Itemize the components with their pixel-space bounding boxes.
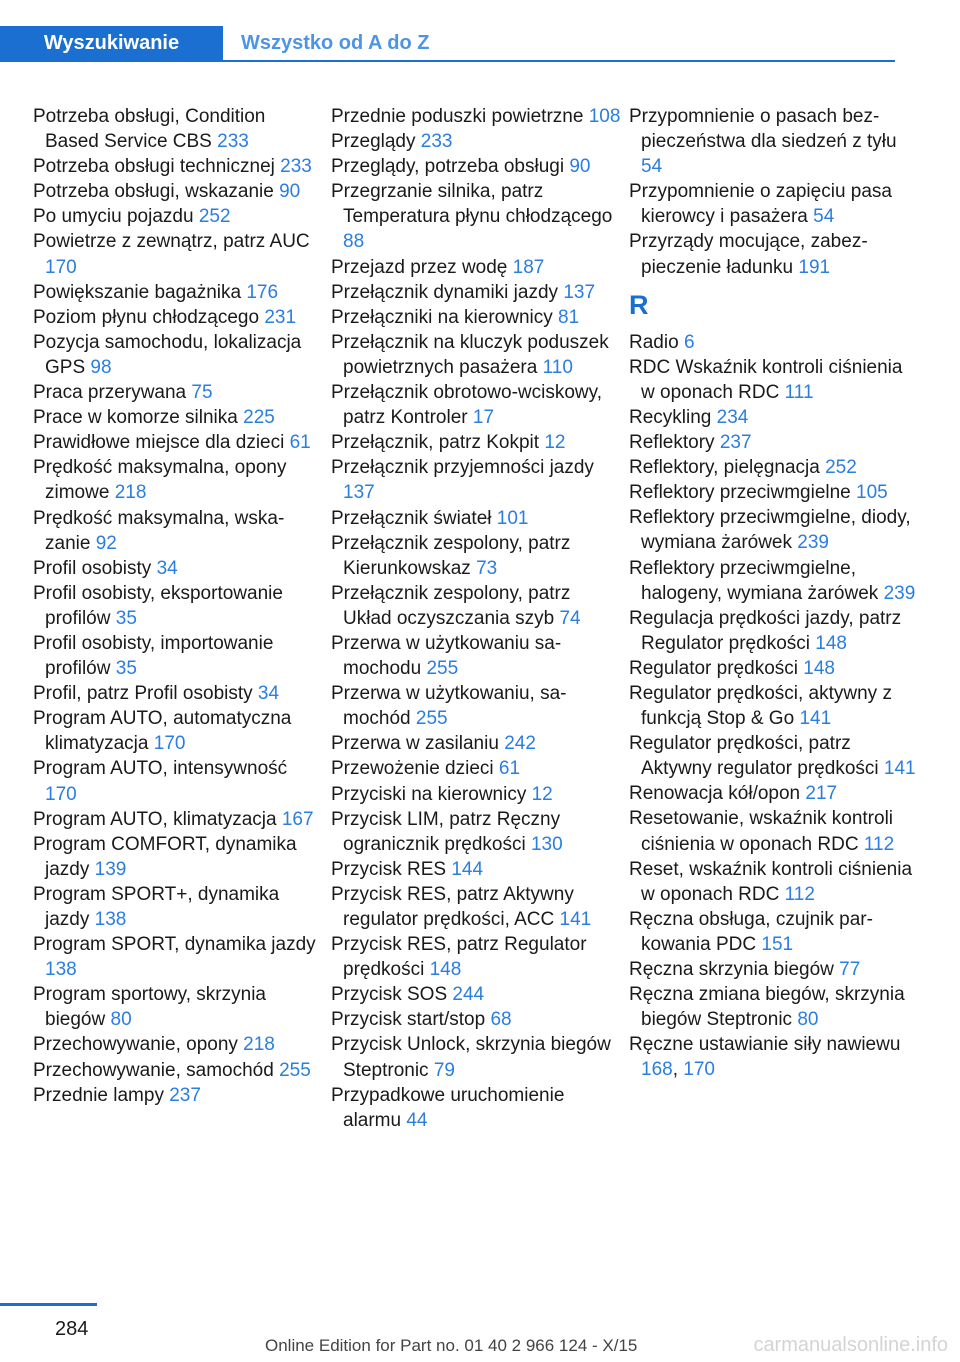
- page-link[interactable]: 92: [95, 532, 117, 554]
- index-entry: [629, 505, 919, 555]
- page-link[interactable]: 176: [246, 281, 279, 303]
- index-entry: [33, 631, 323, 681]
- page-link[interactable]: 187: [512, 256, 545, 278]
- index-entry: [629, 179, 919, 229]
- entry-term: Przyrządy mocujące, zabezpieczenie ładunku: [629, 231, 868, 278]
- page-link[interactable]: 233: [420, 131, 453, 153]
- entry-term: Przegrzanie silnika, patrz Temperatura płynu chłodzącego: [331, 181, 613, 228]
- page-link[interactable]: 141: [559, 909, 592, 930]
- page-link[interactable]: 90: [569, 156, 591, 178]
- page-link[interactable]: 112: [784, 883, 815, 905]
- page-link[interactable]: 112: [863, 833, 895, 855]
- entry-term: Przełącznik zespolony, patrz Kierunkowskaz: [331, 532, 571, 579]
- page-link[interactable]: 80: [797, 1009, 819, 1031]
- page-link[interactable]: 88: [343, 231, 365, 253]
- entry-term: Przycisk RES, patrz Regulator prędkości: [331, 934, 587, 981]
- index-entry: [33, 882, 323, 932]
- entry-term: Przycisk Unlock, skrzynia biegów Steptronic: [331, 1034, 611, 1081]
- entry-term: Przypomnienie o pasach bezpieczeństwa dla siedzeń z tyłu: [629, 106, 897, 153]
- entry-term: Program COMFORT, dynamika jazdy: [33, 833, 297, 880]
- index-column-1: [33, 104, 323, 1108]
- edition-text: Online Edition for Part no. 01 40 2 966 124 - X/15: [265, 1336, 638, 1355]
- entry-term: Program sportowy, skrzynia biegów: [33, 984, 266, 1031]
- page-link[interactable]: 168: [641, 1059, 673, 1081]
- page-link[interactable]: 74: [559, 607, 581, 629]
- page-link[interactable]: 90: [279, 181, 301, 203]
- entry-term: Resetowanie, wskaźnik kontroli ciśnienia w oponach RDC: [629, 808, 894, 855]
- entry-term: Program AUTO, klimatyzacja: [33, 808, 277, 830]
- page-link[interactable]: 218: [243, 1034, 275, 1056]
- tab-search[interactable]: Wyszukiwanie: [0, 26, 223, 60]
- index-entry: [33, 581, 323, 631]
- entry-term: Poziom płynu chłodzącego: [33, 306, 260, 328]
- entry-term: Przewożenie dzieci: [331, 758, 494, 780]
- page-link[interactable]: 239: [883, 582, 916, 604]
- entry-term: Ręczna skrzynia biegów: [629, 959, 834, 980]
- page-link[interactable]: 225: [243, 407, 275, 429]
- page-link[interactable]: 98: [90, 356, 112, 378]
- page-link[interactable]: 167: [281, 808, 314, 830]
- index-entry: [331, 731, 621, 756]
- page-link[interactable]: 255: [415, 708, 448, 730]
- page-link[interactable]: 148: [815, 632, 847, 654]
- entry-term: Przełącznik, patrz Kokpit: [331, 432, 540, 454]
- page-link[interactable]: 255: [279, 1059, 311, 1081]
- entry-term: Przełączniki na kierownicy: [331, 306, 553, 328]
- page-link[interactable]: 237: [169, 1084, 201, 1106]
- page-link[interactable]: 233: [280, 156, 312, 178]
- index-entry: [33, 330, 323, 380]
- page-link[interactable]: 44: [406, 1109, 428, 1131]
- index-entry: [629, 405, 919, 430]
- page-link[interactable]: 73: [476, 557, 498, 579]
- entry-term: Przeglądy, potrzeba obsługi: [331, 156, 565, 178]
- index-entry: [33, 1032, 323, 1057]
- index-entry: [331, 179, 621, 254]
- index-entry: [33, 305, 323, 330]
- index-column-3: [629, 104, 919, 1082]
- index-entry: [331, 1007, 621, 1032]
- entry-term: Przełącznik na kluczyk poduszek powietrznych pasażera: [331, 331, 609, 378]
- index-entry: [33, 1058, 323, 1083]
- page-link[interactable]: 141: [799, 708, 832, 730]
- index-entry: [331, 756, 621, 781]
- entry-term: Ręczna obsługa, czujnik parkowania PDC: [629, 908, 873, 955]
- index-entry: [33, 104, 323, 154]
- index-entry: [331, 982, 621, 1007]
- index-entry: [629, 806, 919, 856]
- entry-term: Renowacja kół/opon: [629, 783, 801, 805]
- index-entry: [629, 656, 919, 681]
- entry-term: Reflektory przeciwmgielne: [629, 482, 851, 504]
- page-link[interactable]: 110: [542, 356, 573, 378]
- index-entry: [331, 1032, 621, 1082]
- index-entry: [331, 154, 621, 179]
- index-entry: [33, 681, 323, 706]
- index-entry: [33, 932, 323, 982]
- page-link[interactable]: 12: [531, 783, 553, 805]
- index-entry: [331, 129, 621, 154]
- entry-term: Przycisk RES, patrz Aktywny regulator prędkości, ACC: [331, 883, 574, 930]
- index-entry: [33, 832, 323, 882]
- top-navigation: [0, 0, 960, 62]
- page-link[interactable]: 138: [94, 909, 127, 930]
- entry-term: Przejazd przez wodę: [331, 256, 508, 278]
- index-entry: [331, 430, 621, 455]
- index-entry: Ręczne ustawianie siły nawiewu 168, 170: [629, 1034, 901, 1081]
- entry-term: Regulator prędkości: [629, 657, 798, 679]
- entry-term: Radio: [629, 331, 679, 353]
- index-entry: [331, 380, 621, 430]
- entry-term: Prace w komorze silnika: [33, 407, 238, 429]
- entry-term: Program SPORT, dynamika jazdy: [33, 934, 316, 956]
- index-entry: [331, 330, 621, 380]
- index-entry: [629, 957, 919, 982]
- entry-term: Potrzeba obsługi, Condition Based Service CBS: [33, 106, 266, 153]
- page-link[interactable]: 75: [191, 382, 213, 404]
- page-link[interactable]: 170: [45, 256, 77, 278]
- page-link[interactable]: 105: [856, 482, 888, 504]
- page-link[interactable]: 252: [198, 206, 231, 228]
- page-link[interactable]: 81: [558, 306, 580, 328]
- entry-term: Przycisk RES: [331, 858, 447, 880]
- entry-term: Pozycja samochodu, lokalizacja GPS: [33, 331, 302, 378]
- page-link[interactable]: 108: [588, 106, 621, 127]
- page-link[interactable]: 35: [115, 607, 137, 629]
- page-link[interactable]: 77: [839, 959, 861, 980]
- entry-term: Reflektory przeciwmgielne, halogeny, wymiana żarówek: [629, 557, 879, 604]
- entry-term: Przypomnienie o zapięciu pasa kierowcy i pasażera: [629, 181, 892, 228]
- entry-term: Potrzeba obsługi technicznej: [33, 156, 275, 178]
- page-link[interactable]: 255: [426, 658, 459, 680]
- index-entry: [629, 606, 919, 656]
- index-column-2: [331, 104, 621, 1133]
- entry-term: Przechowywanie, opony: [33, 1034, 238, 1056]
- header-divider: [0, 60, 895, 62]
- entry-term: Przełącznik dynamiki jazdy: [331, 281, 559, 303]
- entry-term: Przechowywanie, samochód: [33, 1059, 274, 1081]
- index-entry: [629, 781, 919, 806]
- index-entry: [331, 631, 621, 681]
- index-entry: [33, 982, 323, 1032]
- page-link[interactable]: 54: [641, 156, 663, 178]
- page-link[interactable]: 231: [264, 306, 297, 328]
- index-entry: [33, 229, 323, 279]
- page-link[interactable]: 34: [156, 557, 178, 579]
- page-number: 284: [55, 1318, 89, 1340]
- entry-term: Reflektory, pielęgnacja: [629, 457, 820, 479]
- index-entry: [33, 380, 323, 405]
- page-link[interactable]: 148: [803, 657, 835, 679]
- index-entry: [629, 982, 919, 1032]
- page-link[interactable]: 170: [45, 783, 77, 805]
- entry-term: Przerwa w użytkowaniu, samochód: [331, 683, 567, 730]
- index-entry: [331, 1083, 621, 1133]
- page-link[interactable]: 170: [683, 1059, 715, 1081]
- index-entry: [331, 305, 621, 330]
- index-entry: [331, 782, 621, 807]
- index-entry: [33, 179, 323, 204]
- page-link[interactable]: 138: [45, 959, 77, 981]
- entry-term: Regulator prędkości, aktywny z funkcją Stop & Go: [629, 682, 892, 730]
- index-entry: [33, 506, 323, 556]
- index-entry: [33, 280, 323, 305]
- index-entry: [331, 681, 621, 731]
- page-link[interactable]: 111: [784, 381, 814, 403]
- entry-term: Ręczne ustawianie siły nawiewu: [629, 1034, 901, 1056]
- index-entry: [331, 857, 621, 882]
- page-link[interactable]: 242: [504, 733, 536, 755]
- entry-term: Program AUTO, automatyczna klimatyzacja: [33, 708, 292, 755]
- index-entry: [331, 280, 621, 305]
- page-link[interactable]: 191: [798, 256, 831, 278]
- entry-term: Po umyciu pojazdu: [33, 206, 194, 228]
- index-entry: [331, 932, 621, 982]
- entry-term: Przednie lampy: [33, 1084, 164, 1106]
- index-entry: [331, 581, 621, 631]
- page-link[interactable]: 101: [496, 507, 529, 529]
- index-entry: [629, 480, 919, 505]
- page-link[interactable]: 61: [289, 432, 311, 454]
- index-entry: [331, 455, 621, 505]
- page-link[interactable]: 148: [429, 959, 462, 981]
- entry-term: Prędkość maksymalna, wskazanie: [33, 507, 285, 554]
- index-entry: [33, 430, 323, 455]
- entry-term: Praca przerywana: [33, 382, 187, 404]
- page-link[interactable]: 35: [115, 658, 137, 680]
- entry-term: Przyciski na kierownicy: [331, 783, 527, 805]
- page-link[interactable]: 237: [719, 432, 752, 454]
- page-link[interactable]: 34: [257, 683, 280, 705]
- index-entry: [629, 681, 919, 731]
- page-link[interactable]: 170: [153, 733, 186, 755]
- entry-term: Reflektory: [629, 432, 715, 454]
- page-link[interactable]: 130: [530, 833, 563, 855]
- index-entry: [33, 756, 323, 806]
- index-entry: [629, 455, 919, 480]
- entry-term: Przerwa w zasilaniu: [331, 733, 499, 755]
- page-link[interactable]: 54: [813, 206, 835, 228]
- index-entry: [331, 255, 621, 280]
- page-link[interactable]: 144: [451, 858, 484, 880]
- page-link[interactable]: 61: [498, 758, 521, 780]
- entry-term: Reset, wskaźnik kontroli ciśnienia w oponach RDC: [629, 858, 913, 905]
- entry-term: Recykling: [629, 406, 712, 428]
- page-link[interactable]: 217: [805, 783, 838, 805]
- entry-term: Program SPORT+, dynamika jazdy: [33, 883, 280, 930]
- entry-term: Przełącznik przyjemności jazdy: [331, 457, 594, 479]
- entry-term: Reflektory przeciwmgielne, diody, wymiana żarówek: [629, 507, 911, 554]
- entry-term: Regulator prędkości, patrz Aktywny regulator prędkości: [629, 733, 879, 780]
- entry-term: Powietrze z zewnątrz, patrz AUC: [33, 231, 310, 253]
- page-link[interactable]: 137: [343, 482, 375, 504]
- footer-accent-line: [0, 1303, 97, 1306]
- entry-term: Przycisk start/stop: [331, 1009, 486, 1031]
- index-entry: [629, 731, 919, 781]
- entry-term: Przycisk LIM, patrz Ręczny ogranicznik prędkości: [331, 808, 561, 855]
- entry-term: Potrzeba obsługi, wskazanie: [33, 181, 274, 203]
- page-link[interactable]: 80: [110, 1009, 132, 1031]
- entry-term: Prędkość maksymalna, opony zimowe: [33, 457, 287, 504]
- page-link[interactable]: 137: [563, 281, 596, 303]
- index-entry: [33, 154, 323, 179]
- entry-term: Przełącznik świateł: [331, 507, 492, 529]
- entry-term: Powiększanie bagażnika: [33, 281, 242, 303]
- page-link[interactable]: 68: [490, 1009, 512, 1031]
- entry-term: Program AUTO, intensywność: [33, 758, 288, 780]
- index-entry: [331, 882, 621, 932]
- index-entry: [33, 807, 323, 832]
- entry-term: Przełącznik obrotowo-wciskowy, patrz Kontroler: [331, 382, 603, 429]
- page-link[interactable]: 233: [217, 131, 249, 153]
- index-entry: [33, 556, 323, 581]
- index-entry: [629, 355, 919, 405]
- entry-term: Przycisk SOS: [331, 984, 448, 1006]
- entry-term: Profil, patrz Profil osobisty: [33, 683, 253, 705]
- entry-term: Ręczna zmiana biegów, skrzynia biegów Steptronic: [629, 984, 905, 1031]
- page-link[interactable]: 141: [883, 758, 916, 780]
- section-letter: R: [629, 289, 649, 320]
- entry-term: Przeglądy: [331, 131, 416, 153]
- page-link[interactable]: 234: [716, 406, 749, 428]
- page-link[interactable]: 12: [544, 432, 566, 454]
- page-link[interactable]: 244: [452, 984, 485, 1006]
- index-entry: [629, 556, 919, 606]
- entry-term: Profil osobisty, importowanie profilów: [33, 632, 274, 680]
- index-entry: [331, 531, 621, 581]
- index-entry: [629, 857, 919, 907]
- entry-term: Profil osobisty, eksportowanie profilów: [33, 582, 283, 629]
- page-link[interactable]: 239: [797, 532, 829, 554]
- index-entry: [629, 229, 919, 279]
- index-entry: [629, 330, 919, 355]
- index-entry: [33, 706, 323, 756]
- page-link[interactable]: 252: [825, 457, 857, 479]
- index-entry: [331, 807, 621, 857]
- entry-term: Przypadkowe uruchomienie alarmu: [331, 1084, 565, 1131]
- page-link[interactable]: 139: [94, 858, 127, 880]
- tab-all-a-to-z[interactable]: Wszystko od A do Z: [241, 32, 430, 54]
- index-entry: [629, 430, 919, 455]
- page-link[interactable]: 218: [114, 482, 147, 504]
- index-entry: [33, 1083, 323, 1108]
- entry-term: Przerwa w użytkowaniu samochodu: [331, 632, 562, 680]
- entry-term: Prawidłowe miejsce dla dzieci: [33, 432, 285, 454]
- entry-term: Profil osobisty: [33, 557, 152, 579]
- entry-term: Przełącznik zespolony, patrz Układ oczyszczania szyb: [331, 582, 571, 629]
- index-entry: [331, 506, 621, 531]
- entry-term: RDC Wskaźnik kontroli ciśnienia w oponach RDC: [629, 356, 903, 403]
- index-entry: [33, 455, 323, 505]
- index-entry: [629, 907, 919, 957]
- index-entry: [33, 204, 323, 229]
- page-link[interactable]: 79: [433, 1059, 455, 1081]
- page-link[interactable]: 6: [683, 331, 695, 353]
- index-entry: [629, 104, 919, 179]
- index-entry: [33, 405, 323, 430]
- index-entry: [331, 104, 621, 129]
- entry-term: Regulacja prędkości jazdy, patrz Regulator prędkości: [629, 607, 902, 654]
- entry-term: Przednie poduszki powietrzne: [331, 106, 584, 127]
- page-link[interactable]: 17: [472, 407, 495, 429]
- watermark: carmanualsonline.info: [753, 1334, 948, 1356]
- page-link[interactable]: 151: [761, 933, 794, 955]
